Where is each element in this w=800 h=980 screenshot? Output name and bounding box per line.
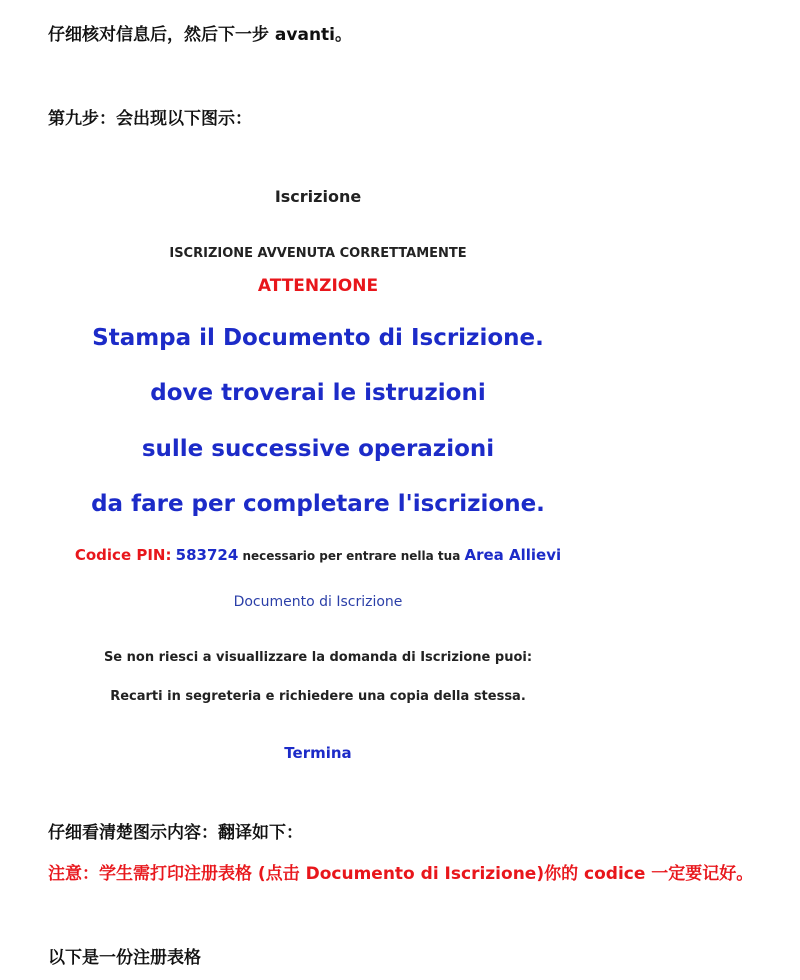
pin-line xyxy=(48,546,588,564)
instruction-line-3: sulle successive operazioni xyxy=(141,436,495,462)
screenshot-title: Iscrizione xyxy=(274,187,362,206)
success-message: ISCRIZIONE AVVENUTA CORRETTAMENTE xyxy=(169,246,467,261)
info-line-2: Recarti in segreteria e richiedere una copia della stessa. xyxy=(110,689,526,704)
instruction-line-4: da fare per completare l'iscrizione. xyxy=(91,491,545,517)
document-link[interactable]: Documento di Iscrizione xyxy=(233,594,403,610)
area-allievi-label: Area Allievi xyxy=(464,546,562,564)
footer-text: 以下是一份注册表格 xyxy=(48,948,201,968)
info-line-1: Se non riesci a visuallizzare la domanda di Iscrizione puoi: xyxy=(103,650,533,665)
intro-line-1: 仔细核对信息后，然后下一步 avanti。 xyxy=(48,25,352,45)
instruction-line-1: Stampa il Documento di Iscrizione. xyxy=(92,325,544,351)
registration-screenshot xyxy=(48,160,588,800)
pin-label: Codice PIN: xyxy=(74,546,172,564)
instruction-line-2: dove troverai le istruzioni xyxy=(150,380,486,406)
termina-button[interactable]: Termina xyxy=(284,744,352,762)
pin-text: necessario per entrare nella tua xyxy=(242,549,461,563)
translation-note: 注意：学生需打印注册表格 (点击 Documento di Iscrizione)你的 codice 一定要记好。 xyxy=(48,864,754,884)
translation-heading: 仔细看清楚图示内容：翻译如下： xyxy=(48,823,303,843)
attention-heading: ATTENZIONE xyxy=(257,276,379,296)
intro-line-2: 第九步：会出现以下图示： xyxy=(48,109,252,129)
pin-value: 583724 xyxy=(175,546,239,564)
